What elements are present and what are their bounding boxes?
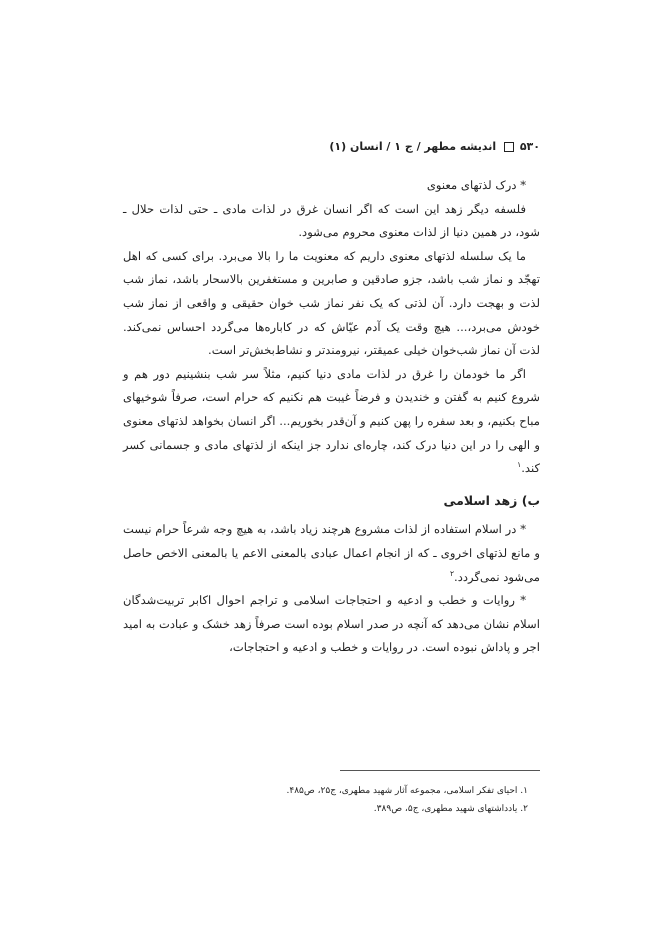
subheading-spiritual-pleasures: * درک لذتهای معنوی xyxy=(426,178,526,192)
paragraph: * روایات و خطب و ادعیه و احتجاجات اسلامی و تراجم احوال اکابر تربیت‌شدگان اسلام نشان می‌دهد که آنچه در صدر اسلام بوده است صرفاً زهد خشک و عبادت به امید اجر و پاداش نبوده است. در روایات و خطب و ادعیه و احتجاجات، xyxy=(123,593,540,655)
main-text xyxy=(123,174,540,660)
footnotes xyxy=(123,782,540,818)
paragraph: ما یک سلسله لذتهای معنوی داریم که معنویت ما را بالا می‌برد. برای کسی که اهل تهجّد و نماز شب باشد، جزو صادقین و صابرین و مستغفرین بالاسحار باشد، نماز شب لذت و بهجت دارد. آن لذتی که یک نفر نماز شب خوان حقیقی و واقعی از نماز شب خودش می‌برد،... هیچ وقت یک آدم عیّاش که در کاباره‌ها می‌گردد احساس نمی‌کند. لذت آن نماز شب‌خوان خیلی عمیقتر، نیرومندتر و نشاط‌بخش‌تر است. xyxy=(123,248,540,358)
running-title: اندیشه مطهر / ج ۱ / انسان (۱) xyxy=(329,140,497,153)
footnote-divider xyxy=(340,770,540,771)
paragraph-text: اگر ما خودمان را غرق در لذات مادی دنیا کنیم، مثلاً سر شب بنشینیم دور هم و شروع کنیم به گفتن و خندیدن و فرضاً غیبت هم نکنیم که حرام است، صرفاً شوخیهای مباح بکنیم، و بعد سفره را پهن کنیم و آن‌قدر بخوریم... اگر انسان بخواهد لذتهای معنوی و الهی را در این دنیا درک کند، چاره‌ای ندارد جز اینکه از لذتهای مادی و جسمانی کسر کند. xyxy=(123,366,540,476)
footnote-ref: ۲ xyxy=(450,568,455,578)
square-bullet-icon xyxy=(504,142,514,152)
paragraph-text: * در اسلام استفاده از لذات مشروع هرچند زیاد باشد، به هیچ وجه شرعاً حرام نیست و مانع لذتهای اخروی ـ که از انجام اعمال عبادی بالمعنی الاعم یا بالمعنی الاخص حاصل می‌شود نمی‌گردد. xyxy=(123,522,540,584)
running-header xyxy=(120,140,540,153)
footnote-ref: ۱ xyxy=(517,460,522,470)
section-heading: ب) زهد اسلامی xyxy=(443,492,540,508)
paragraph xyxy=(123,363,540,481)
page-number: ۵۳۰ xyxy=(519,140,540,153)
paragraph xyxy=(123,518,540,589)
footnote: ۱. احیای تفکر اسلامی، مجموعه آثار شهید مطهری، ج۲۵، ص۴۸۵. xyxy=(286,786,528,796)
paragraph: فلسفه دیگر زهد این است که اگر انسان غرق در لذات مادی ـ حتی لذات حلال ـ شود، در همین دنیا از لذات معنوی محروم می‌شود. xyxy=(123,201,540,240)
footnote: ۲. یادداشتهای شهید مطهری، ج۵، ص۳۸۹. xyxy=(373,804,528,814)
